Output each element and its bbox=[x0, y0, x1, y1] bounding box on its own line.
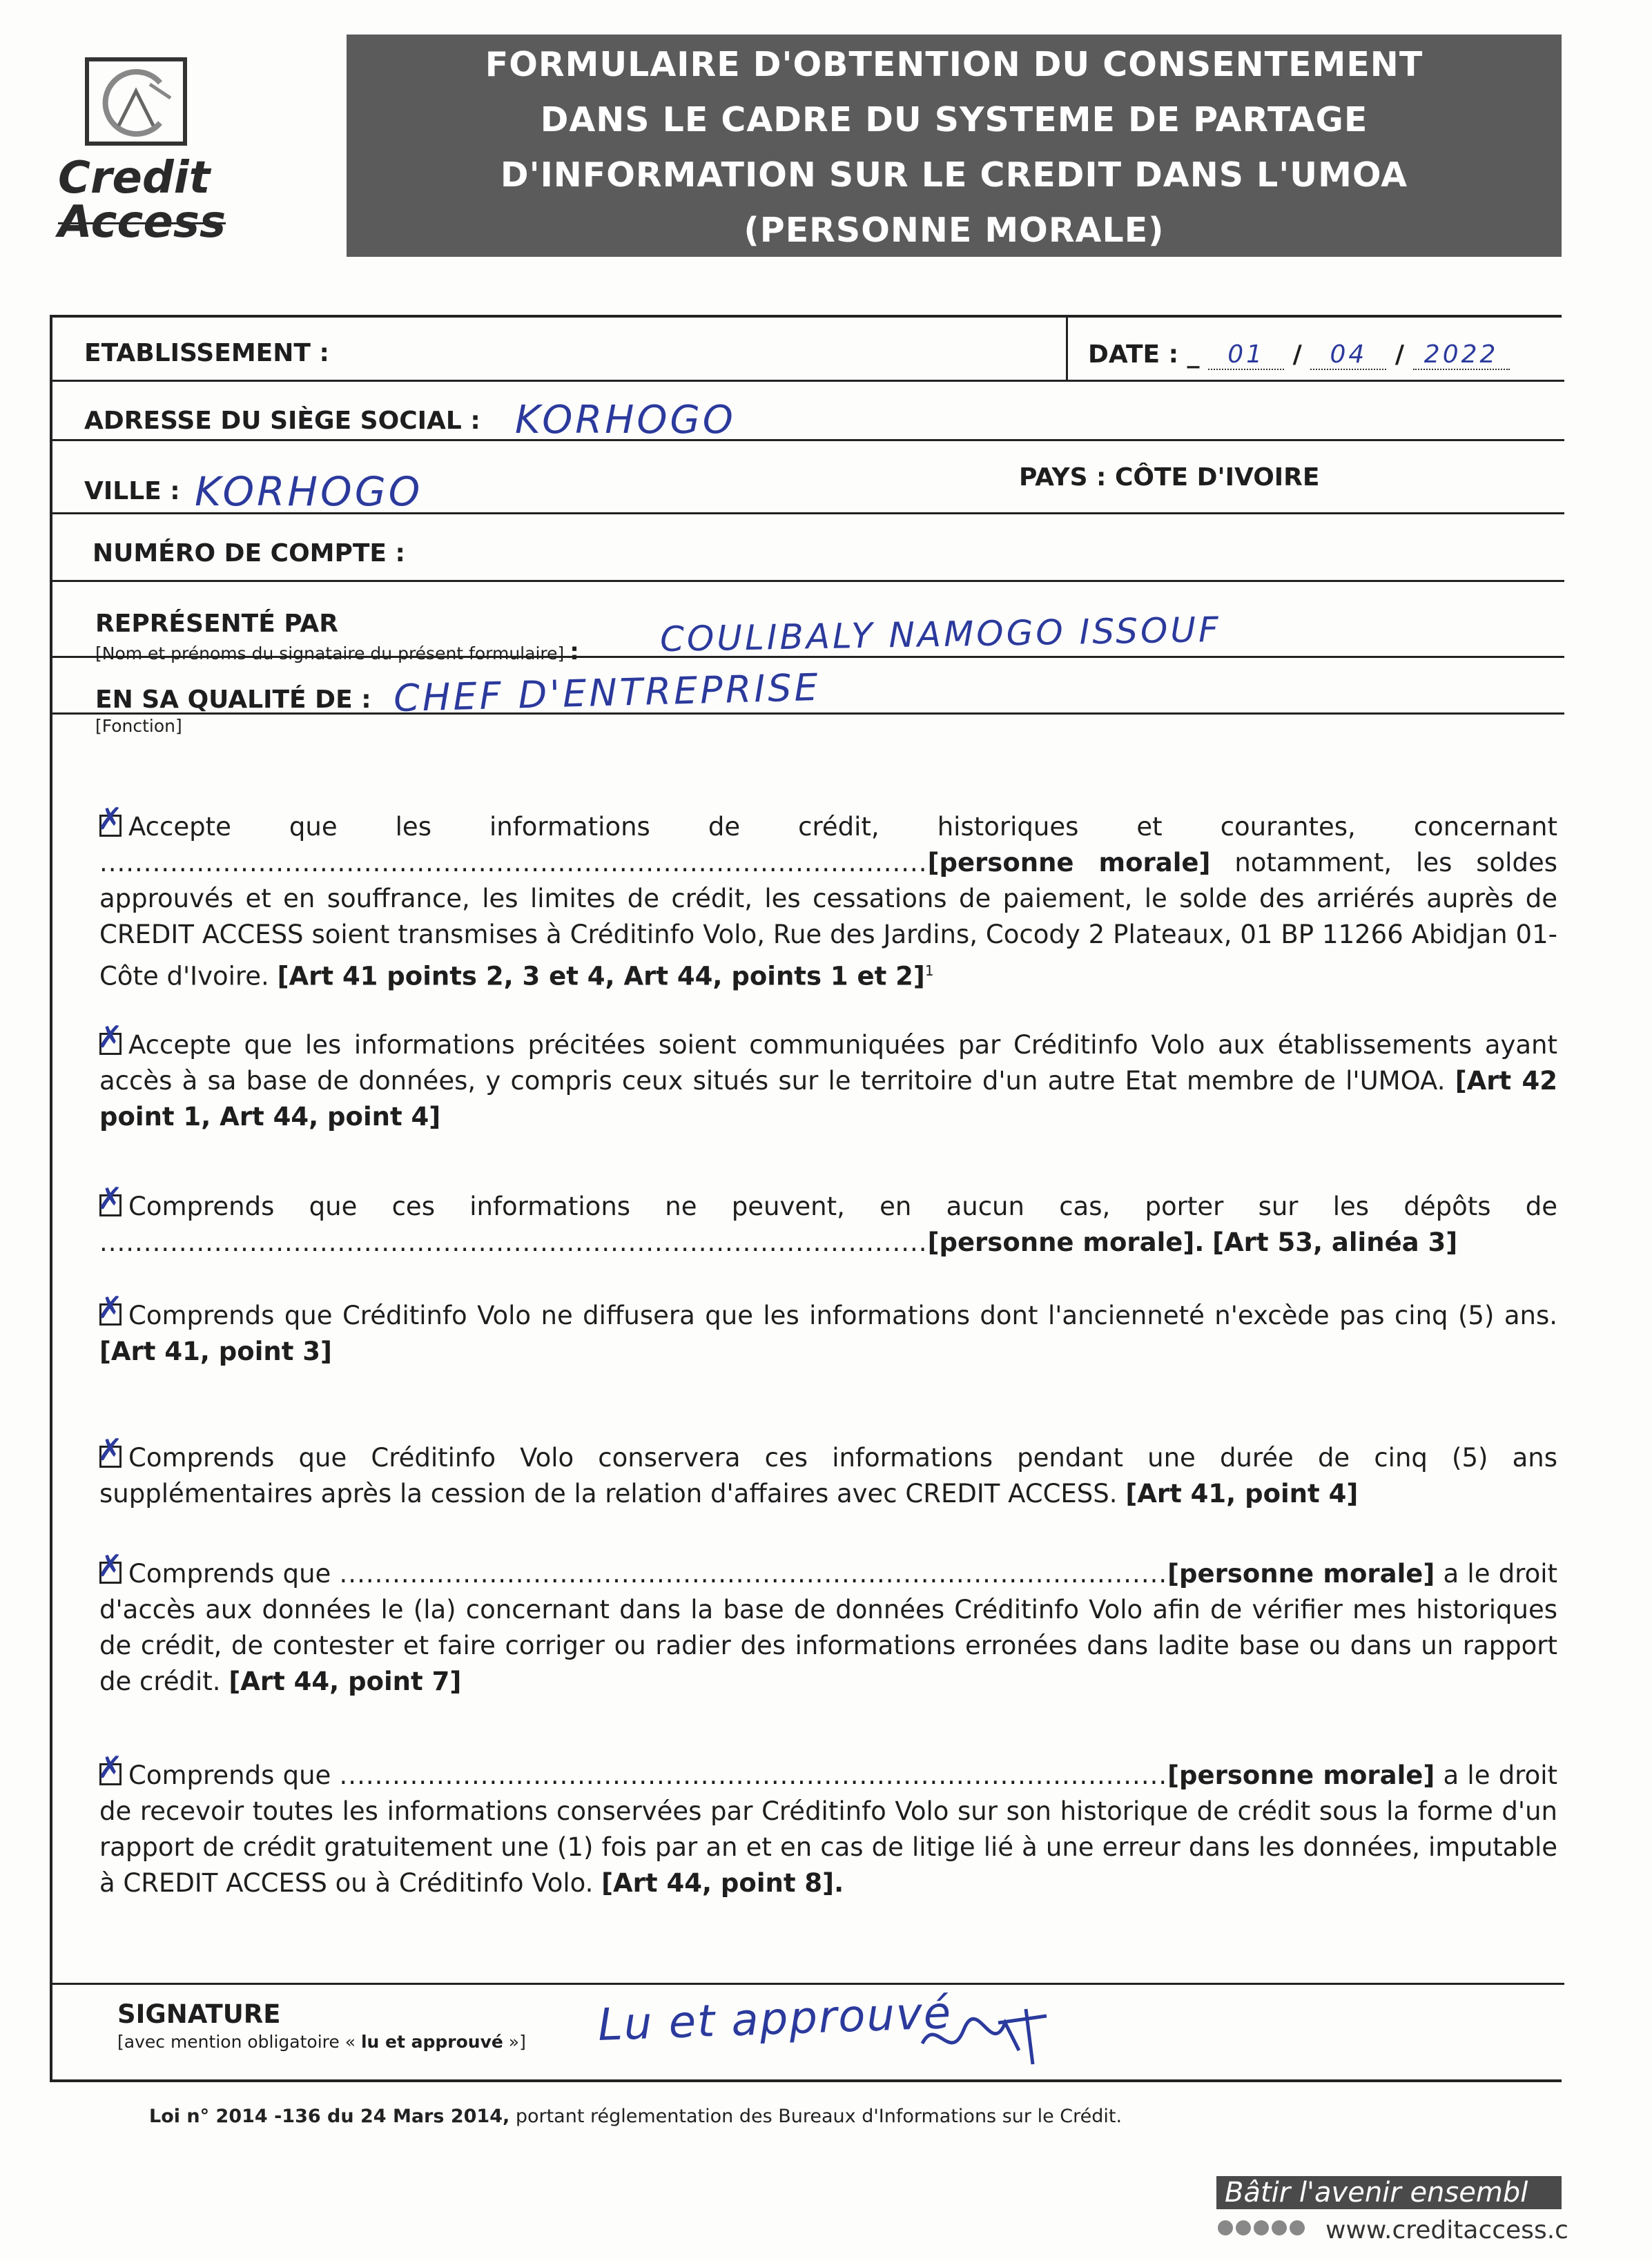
law-reference bbox=[149, 2106, 1122, 2127]
website-link[interactable]: www.creditaccess.c bbox=[1325, 2216, 1568, 2244]
clause-text: Comprends que bbox=[128, 1760, 340, 1790]
clause-ref: [Art 53, alinéa 3] bbox=[1212, 1227, 1458, 1257]
represente-label: REPRÉSENTÉ PAR bbox=[95, 610, 339, 638]
fill-dots: ............................................... bbox=[753, 1760, 1168, 1790]
divider bbox=[1066, 318, 1068, 380]
social-icon[interactable] bbox=[1254, 2220, 1269, 2235]
divider bbox=[52, 1983, 1564, 1985]
clause-4 bbox=[99, 1298, 1557, 1370]
signature-hint-before: [avec mention obligatoire « bbox=[117, 2032, 361, 2052]
footnote-mark: 1 bbox=[924, 962, 934, 979]
clause-ref: [Art 41, point 3] bbox=[99, 1337, 332, 1366]
ville-value: KORHOGO bbox=[195, 468, 423, 515]
social-icon[interactable] bbox=[1236, 2220, 1251, 2235]
clause-ref: [Art 44, point 7] bbox=[229, 1667, 462, 1696]
date-day: 01 bbox=[1208, 341, 1284, 370]
clause-text: Comprends que Créditinfo Volo ne diffusera que les informations dont l'ancienneté n'excède pas cinq (5) ans. bbox=[128, 1301, 1557, 1330]
fill-dots: ............................................... bbox=[339, 1559, 754, 1589]
checkbox-checked-icon[interactable] bbox=[99, 1194, 122, 1216]
checkbox-checked-icon[interactable] bbox=[99, 1033, 122, 1055]
date-field bbox=[1088, 341, 1510, 370]
date-separator: / bbox=[1292, 340, 1302, 369]
represente-hint bbox=[95, 638, 579, 666]
clause-text: notamment, les soldes approuvés et en souffrance, les limites de crédit, les cessations de paiement, le solde des arriérés auprès de CREDIT ACCESS soient transmises à Créditinfo Volo, Rue des Jardins, Cocody 2 Plateaux, 01 BP 11266 Abidjan 01- Côte d'Ivoire. bbox=[99, 848, 1557, 991]
divider bbox=[52, 439, 1564, 441]
clause-bold: [personne morale] bbox=[1167, 1559, 1435, 1589]
logo-line-1: Credit bbox=[58, 153, 211, 204]
clause-3 bbox=[99, 1189, 1557, 1261]
clause-7 bbox=[99, 1758, 1557, 1901]
clause-text: Comprends que ces informations ne peuvent, en aucun cas, porter sur les dépôts de bbox=[128, 1192, 1557, 1221]
title-line-2: DANS LE CADRE DU SYSTEME DE PARTAGE bbox=[540, 100, 1368, 139]
credit-access-logo-icon bbox=[84, 57, 188, 146]
checkbox-checked-icon[interactable] bbox=[99, 1763, 122, 1785]
compte-label: NUMÉRO DE COMPTE : bbox=[93, 539, 405, 567]
clause-5 bbox=[99, 1440, 1557, 1512]
clause-ref: [Art 41 points 2, 3 et 4, Art 44, points 1 et 2] bbox=[277, 961, 925, 991]
law-reference-text: portant réglementation des Bureaux d'Informations sur le Crédit. bbox=[509, 2106, 1123, 2127]
fill-dots: ............................................... bbox=[339, 1760, 754, 1790]
qualite-label: EN SA QUALITÉ DE : bbox=[95, 686, 371, 714]
law-reference-bold: Loi n° 2014 -136 du 24 Mars 2014, bbox=[149, 2106, 510, 2127]
signature-hint-after: »] bbox=[503, 2032, 526, 2052]
date-year: 2022 bbox=[1413, 341, 1510, 370]
represente-value: COULIBALY NAMOGO ISSOUF bbox=[659, 609, 1222, 660]
clause-text: a le droit de recevoir toutes les informations conservées par Créditinfo Volo sur son historique de crédit sous la forme d'un rapport de crédit gratuitement une (1) fois par an et en cas de litige lié à une erreur dans les données, imputable à CREDIT ACCESS ou à Créditinfo Volo. bbox=[99, 1760, 1558, 1898]
clause-ref: [Art 44, point 8]. bbox=[601, 1868, 844, 1898]
clause-text: Comprends que Créditinfo Volo conservera ces informations pendant une durée de cinq (5) ans supplémentaires après la cession de la relation d'affaires avec CREDIT ACCESS. bbox=[99, 1443, 1557, 1508]
signature-label: SIGNATURE bbox=[117, 1999, 281, 2029]
checkbox-checked-icon[interactable] bbox=[99, 815, 122, 837]
title-line-1: FORMULAIRE D'OBTENTION DU CONSENTEMENT bbox=[485, 45, 1423, 84]
clause-text: Accepte que les informations de crédit, historiques et courantes, concernant bbox=[128, 812, 1557, 842]
qualite-hint: [Fonction] bbox=[95, 716, 182, 736]
checkbox-checked-icon[interactable] bbox=[99, 1562, 122, 1584]
qualite-value: CHEF D'ENTREPRISE bbox=[393, 665, 822, 721]
clause-2 bbox=[99, 1027, 1557, 1135]
social-icons bbox=[1218, 2220, 1308, 2238]
clause-bold: [personne morale] bbox=[927, 848, 1211, 877]
fill-dots: ............................................... bbox=[513, 848, 928, 877]
clause-ref: [Art 42 point 1, Art 44, point 4] bbox=[99, 1066, 1557, 1132]
clause-text: Comprends que bbox=[128, 1559, 340, 1589]
date-separator: / bbox=[1395, 340, 1405, 369]
divider bbox=[52, 580, 1564, 582]
ville-label: VILLE : bbox=[84, 477, 180, 505]
represente-hint-text: [Nom et prénoms du signataire du présent formulaire] bbox=[95, 643, 565, 663]
title-line-4: (PERSONNE MORALE) bbox=[744, 211, 1165, 250]
social-icon[interactable] bbox=[1218, 2220, 1233, 2235]
divider bbox=[52, 380, 1564, 382]
pays-label: PAYS : CÔTE D'IVOIRE bbox=[1019, 463, 1320, 492]
etablissement-label: ETABLISSEMENT : bbox=[84, 339, 329, 367]
fill-dots: ............................................... bbox=[753, 1559, 1168, 1589]
checkbox-checked-icon[interactable] bbox=[99, 1303, 122, 1326]
adresse-value: KORHOGO bbox=[515, 398, 736, 443]
signature-hint bbox=[117, 2032, 526, 2052]
fill-dots: ............................................... bbox=[99, 1227, 514, 1257]
represente-colon: : bbox=[570, 638, 579, 666]
checkbox-checked-icon[interactable] bbox=[99, 1446, 122, 1468]
form-title-banner bbox=[347, 35, 1562, 257]
signature-scribble-icon bbox=[915, 2002, 1053, 2071]
slogan-banner: Bâtir l'avenir ensembl bbox=[1216, 2176, 1562, 2209]
clause-text: a le droit d'accès aux données le (la) concernant dans la base de données Créditinfo Volo afin de vérifier mes historiques de crédit, de contester et faire corriger ou radier des informations erronées dans ladite base ou dans un rapport de crédit. bbox=[99, 1559, 1558, 1696]
clause-text: Accepte que les informations précitées soient communiquées par Créditinfo Volo aux établissements ayant accès à sa base de données, y compris ceux situés sur le territoire d'un autre Etat membre de l'UMOA. bbox=[99, 1030, 1557, 1096]
social-icon[interactable] bbox=[1272, 2220, 1287, 2235]
date-label: DATE : _ bbox=[1088, 340, 1200, 369]
clause-ref: [Art 41, point 4] bbox=[1125, 1479, 1359, 1508]
clause-bold: [personne morale] bbox=[1167, 1760, 1435, 1790]
adresse-label: ADRESSE DU SIÈGE SOCIAL : bbox=[84, 407, 480, 435]
clause-1 bbox=[99, 809, 1557, 994]
fill-dots: ............................................... bbox=[99, 848, 514, 877]
clause-6 bbox=[99, 1556, 1557, 1700]
date-month: 04 bbox=[1310, 341, 1386, 370]
title-line-3: D'INFORMATION SUR LE CREDIT DANS L'UMOA bbox=[500, 155, 1408, 195]
signature-handwritten-mention: Lu et approuvé bbox=[596, 1988, 953, 2051]
logo-line-2: Access bbox=[58, 197, 226, 248]
social-icon[interactable] bbox=[1290, 2220, 1305, 2235]
clause-bold: [personne morale]. bbox=[927, 1227, 1205, 1257]
fill-dots: ............................................... bbox=[513, 1227, 928, 1257]
logo-wordmark bbox=[58, 153, 226, 248]
signature-hint-bold: lu et approuvé bbox=[360, 2032, 503, 2052]
